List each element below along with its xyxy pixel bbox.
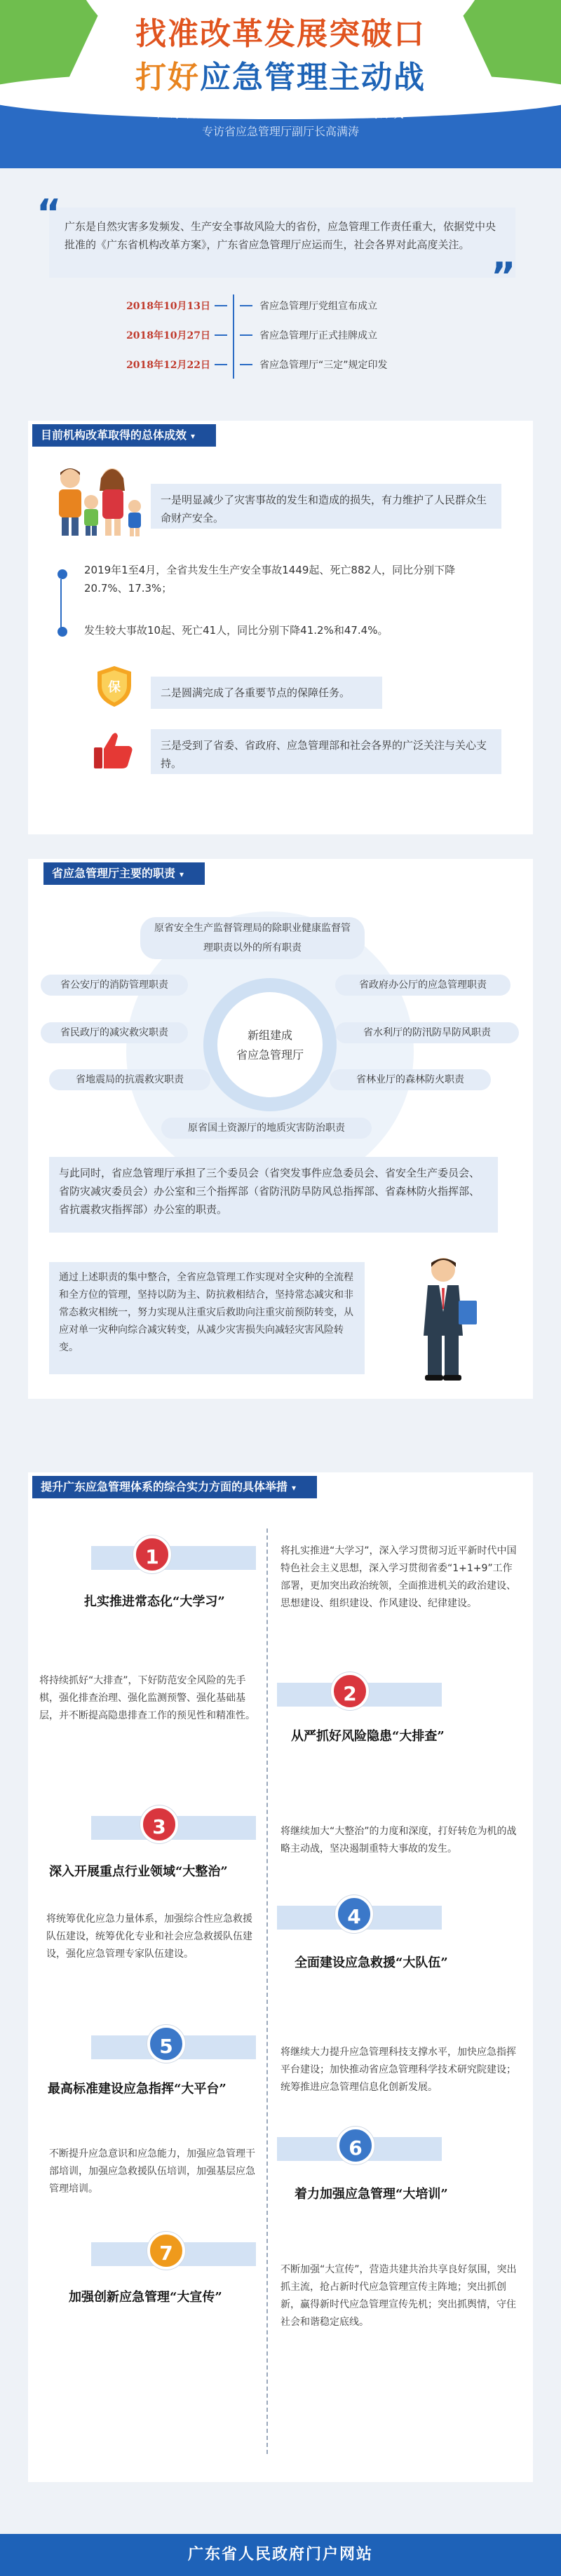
duties-paragraph-1: 与此同时，省应急管理厅承担了三个委员会（省突发事件应急委员会、省安全生产委员会、省防灾减灾委员会）办公室和三个指挥部（省防汛防旱防风总指挥部、省森林防火指挥部、省抗震救灾指挥部）办公室的职责。 bbox=[49, 1157, 498, 1233]
main-title-line2-main: 应急管理主动战 bbox=[200, 60, 426, 95]
section-tag-specific-measures bbox=[32, 1476, 317, 1498]
timeline-dash bbox=[240, 364, 252, 365]
result-stat-1: 2019年1至4月，全省共发生生产安全事故1449起、死亡882人，同比分别下降20.7%、17.3%； bbox=[84, 564, 456, 595]
official-illustration-icon bbox=[407, 1252, 484, 1385]
chevron-down-icon: ▾ bbox=[180, 869, 184, 879]
timeline-date: 2018年10月27日 bbox=[126, 330, 210, 341]
step-number-badge: 4 bbox=[335, 1895, 373, 1933]
main-title-line1: 找准改革发展突破口 bbox=[135, 16, 426, 52]
duties-paragraph-2: 通过上述职责的集中整合，全省应急管理工作实现对全灾种的全流程和全方位的管理，坚持以防为主、防抗救相结合，坚持常态减灾和非常态救灾相统一，努力实现从注重灾后救助向注重灾前预防转变，从应对单一灾种向综合减灾转变，从减少灾害损失向减轻灾害风险转变。 bbox=[49, 1262, 365, 1374]
step-number-badge: 1 bbox=[133, 1536, 171, 1573]
step-description: 将统筹优化应急力量体系，加强综合性应急救援队伍建设，统筹优化专业和社会应急救援队伍建设，强化应急管理专家队伍建设。 bbox=[46, 1913, 252, 1960]
center-label bbox=[217, 992, 323, 1097]
thumbs-up-icon bbox=[91, 729, 136, 771]
timeline-axis bbox=[233, 294, 234, 379]
center-label-line2: 省应急管理厅 bbox=[236, 1048, 304, 1062]
intro-paragraph: 广东是自然灾害多发频发、生产安全事故风险大的省份，应急管理工作责任重大，依据党中央批准的《广东省机构改革方案》，广东省应急管理厅应运而生，社会各界对此高度关注。 bbox=[49, 208, 515, 278]
footer-site-name: 广东省人民政府门户网站 bbox=[0, 2534, 561, 2576]
bullet-connector bbox=[60, 579, 62, 628]
timeline-date: 2018年10月13日 bbox=[126, 301, 210, 312]
timeline-dash bbox=[240, 305, 252, 306]
step-description: 将持续抓好“大排查”，下好防范安全风险的先手棋，强化排查治理、强化监测预警、强化基础基层，并不断提高隐患排查工作的预见性和精准性。 bbox=[39, 1675, 255, 1721]
duty-right-3: 省林业厅的森林防火职责 bbox=[330, 1069, 491, 1090]
header-banner bbox=[0, 0, 561, 168]
step-description: 不断加强“大宣传”，营造共建共治共享良好氛围，突出抓主流，抢占新时代应急管理宣传主阵地；突出抓创新，赢得新时代应急管理宣传先机；突出抓舆情，守住社会和谐稳定底线。 bbox=[280, 2264, 517, 2328]
bullet-dot-icon bbox=[58, 569, 67, 579]
step-description: 将扎实推进“大学习”，深入学习贯彻习近平新时代中国特色社会主义思想，深入学习贯彻省委“1+1+9”工作部署，更加突出政治统领，全面推进机关的政治建设、思想建设、组织建设、作风建设、纪律建设。 bbox=[280, 1545, 517, 1609]
step-number-badge: 7 bbox=[147, 2232, 185, 2270]
center-label-line1: 新组建成 bbox=[247, 1029, 292, 1042]
chevron-down-icon: ▾ bbox=[191, 431, 196, 441]
timeline-event: 省应急管理厅党组宣布成立 bbox=[259, 301, 377, 312]
step-title: 加强创新应急管理“大宣传” bbox=[69, 2290, 222, 2305]
duty-left-1: 省公安厅的消防管理职责 bbox=[41, 975, 188, 996]
duty-left-2: 省民政厅的减灾救灾职责 bbox=[41, 1022, 188, 1043]
timeline-dash bbox=[215, 305, 227, 306]
subtitle-interviewee: 专访省应急管理厅副厅长高满涛 bbox=[201, 125, 359, 138]
section-tag-main-duties bbox=[43, 862, 205, 885]
step-number-badge: 2 bbox=[331, 1672, 369, 1710]
close-quote-icon: ” bbox=[491, 255, 516, 299]
step-title: 扎实推进常态化“大学习” bbox=[84, 1594, 225, 1609]
step-number-badge: 6 bbox=[337, 2127, 374, 2164]
timeline-event: 省应急管理厅正式挂牌成立 bbox=[259, 330, 377, 341]
section-tag-label: 提升广东应急管理体系的综合实力方面的具体举措 bbox=[41, 1480, 288, 1493]
duty-bottom: 原省国土资源厅的地质灾害防治职责 bbox=[161, 1118, 372, 1139]
bullet-dot-icon bbox=[58, 627, 67, 637]
duty-top: 原省安全生产监督管理局的除职业健康监督管理职责以外的所有职责 bbox=[140, 917, 365, 959]
step-description: 不断提升应急意识和应急能力，加强应急管理干部培训，加强应急救援队伍培训，加强基层应急管理培训。 bbox=[49, 2148, 255, 2195]
section-tag-label: 目前机构改革取得的总体成效 bbox=[41, 428, 187, 442]
step-description: 将继续加大“大整治”的力度和深度，打好转危为机的战略主动战，坚决遏制重特大事故的发生。 bbox=[280, 1826, 517, 1855]
timeline-event: 省应急管理厅“三定”规定印发 bbox=[259, 360, 388, 371]
step-title: 着力加强应急管理“大培训” bbox=[295, 2187, 448, 2202]
section-tag-label: 省应急管理厅主要的职责 bbox=[52, 867, 176, 880]
result-item-3: 三是受到了省委、省政府、应急管理部和社会各界的广泛关注与关心支持。 bbox=[151, 729, 501, 774]
step-title: 从严抓好风险隐患“大排查” bbox=[291, 1729, 445, 1744]
main-title-line2-prefix: 打好 bbox=[135, 60, 200, 95]
chevron-down-icon: ▾ bbox=[292, 1483, 297, 1493]
timeline-dash bbox=[215, 364, 227, 365]
main-title-line2 bbox=[0, 52, 561, 97]
step-description: 将继续大力提升应急管理科技支撑水平，加快应急指挥平台建设；加快推动省应急管理科学技术研究院建设；统筹推进应急管理信息化创新发展。 bbox=[280, 2047, 516, 2093]
step-title: 全面建设应急救援“大队伍” bbox=[295, 1955, 448, 1970]
step-title: 最高标准建设应急指挥“大平台” bbox=[48, 2082, 227, 2096]
timeline-dash bbox=[240, 334, 252, 336]
duty-right-2: 省水利厅的防汛防旱防风职责 bbox=[335, 1022, 519, 1043]
family-illustration-icon bbox=[42, 463, 147, 540]
timeline-date: 2018年12月22日 bbox=[126, 360, 210, 371]
step-number-badge: 5 bbox=[147, 2025, 185, 2063]
measures-center-line bbox=[266, 1528, 268, 2454]
svg-text:保: 保 bbox=[108, 680, 121, 695]
section-tag-overall-results bbox=[32, 424, 216, 447]
result-stat-2: 发生较大事故10起、死亡41人，同比分别下降41.2%和47.4%。 bbox=[84, 624, 388, 637]
step-title: 深入开展重点行业领域“大整治” bbox=[49, 1864, 228, 1879]
result-item-1: 一是明显减少了灾害事故的发生和造成的损失，有力维护了人民群众生命财产安全。 bbox=[151, 484, 501, 529]
duty-left-3: 省地震局的抗震救灾职责 bbox=[49, 1069, 210, 1090]
step-band bbox=[91, 1546, 256, 1570]
subtitle-source: 广东省人民政府门户网站 · 2019在线访谈 bbox=[157, 105, 404, 121]
duty-right-1: 省政府办公厅的应急管理职责 bbox=[335, 975, 511, 996]
step-number-badge: 3 bbox=[140, 1805, 178, 1843]
timeline-dash bbox=[215, 334, 227, 336]
shield-icon bbox=[95, 665, 134, 708]
open-quote-icon: “ bbox=[36, 191, 62, 236]
result-item-2: 二是圆满完成了各重要节点的保障任务。 bbox=[151, 677, 382, 709]
